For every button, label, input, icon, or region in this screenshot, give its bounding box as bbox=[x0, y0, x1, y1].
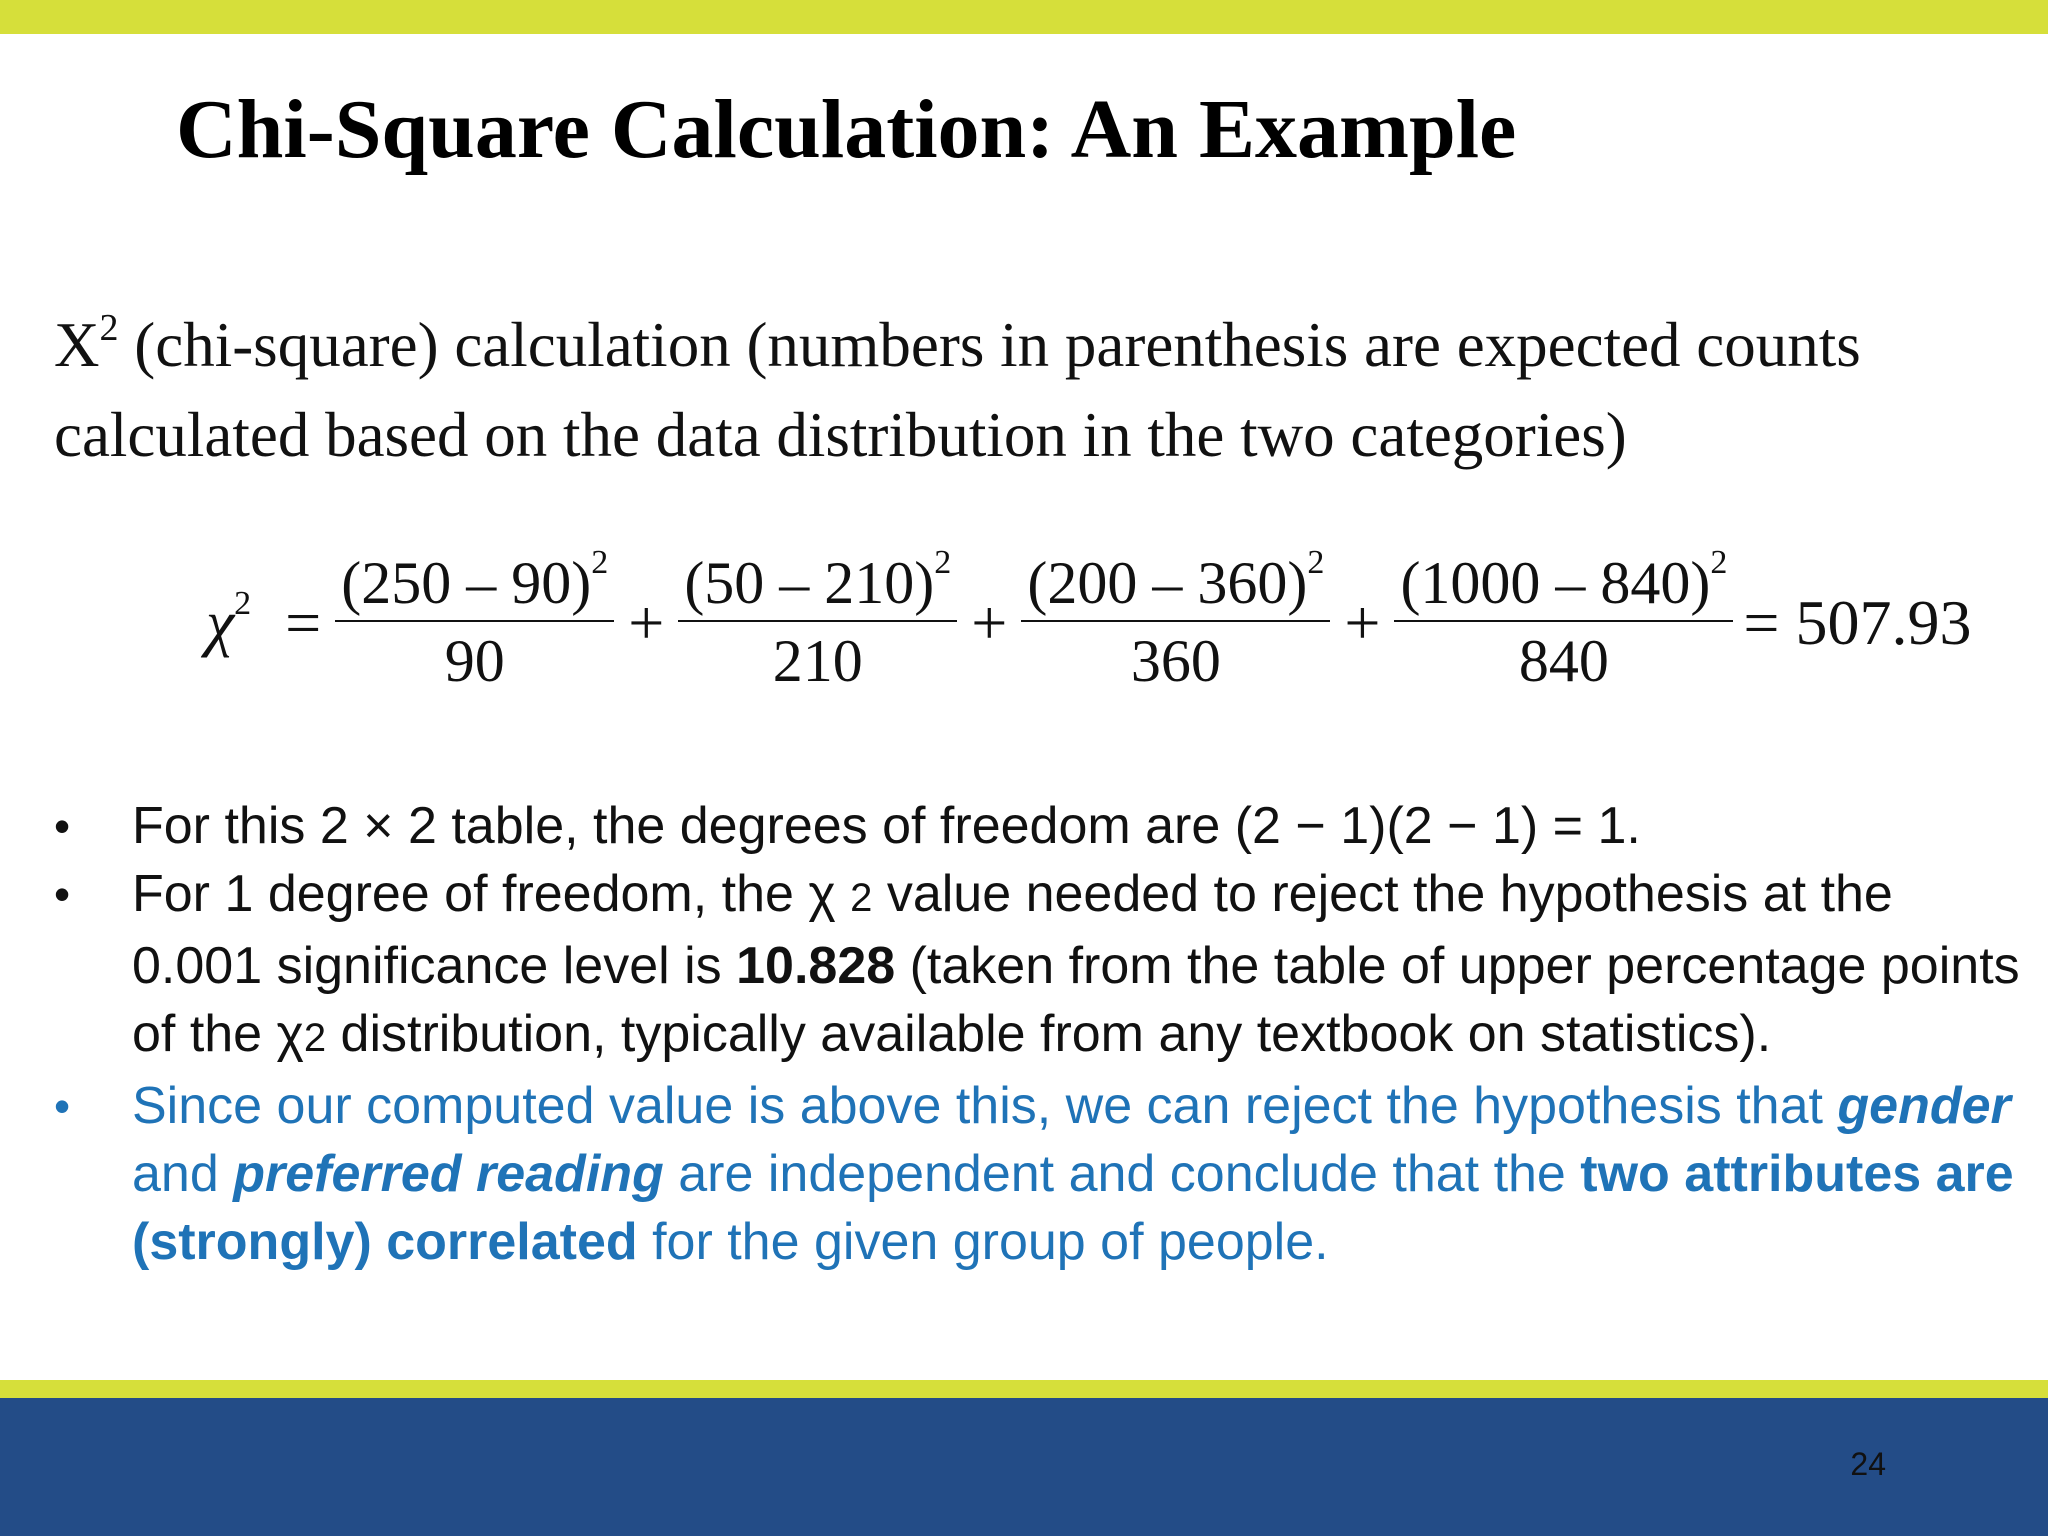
fraction-denominator: 210 bbox=[772, 628, 863, 694]
text-run: value needed to reject the hypothesis at the 0.001 significance level is bbox=[132, 865, 1893, 995]
footer-band bbox=[0, 1398, 2048, 1536]
intro-line2: calculated based on the data distribution in the two categories) bbox=[54, 400, 1627, 470]
chi-symbol: X bbox=[54, 310, 100, 380]
numerator-power: 2 bbox=[1307, 544, 1325, 581]
numerator-power: 2 bbox=[591, 544, 609, 581]
text-run: are independent and conclude that the bbox=[663, 1145, 1581, 1203]
equals-sign: = bbox=[285, 587, 322, 658]
emphasis-gender: gender bbox=[1837, 1077, 2011, 1135]
fraction-denominator: 90 bbox=[444, 628, 505, 694]
text-run: and bbox=[132, 1145, 234, 1203]
plus-sign: + bbox=[971, 587, 1008, 658]
slide-title: Chi-Square Calculation: An Example bbox=[176, 83, 1517, 176]
bullet-text bbox=[132, 860, 2034, 1072]
text-run: for the given group of people. bbox=[637, 1213, 1329, 1271]
numerator-power: 2 bbox=[934, 544, 952, 581]
top-accent-band bbox=[0, 0, 2048, 34]
chi-square-equation bbox=[206, 538, 1986, 708]
text-run-small: 2 bbox=[303, 1016, 327, 1060]
intro-paragraph bbox=[54, 300, 2034, 480]
fraction-numerator bbox=[335, 546, 614, 620]
page-number: 24 bbox=[1850, 1446, 1886, 1482]
fraction-numerator bbox=[1394, 546, 1733, 620]
critical-value-bold: 10.828 bbox=[736, 937, 896, 995]
text-run: (taken from the table of upper percentage points of the χ bbox=[132, 937, 2020, 1063]
bullet-degrees-of-freedom bbox=[54, 792, 2034, 860]
fraction-numerator bbox=[678, 546, 957, 620]
numerator-power: 2 bbox=[1710, 544, 1728, 581]
text-run: Since our computed value is above this, we can reject the hypothesis that bbox=[132, 1077, 1838, 1135]
bullet-marker: • bbox=[54, 1080, 71, 1132]
fraction-term-2 bbox=[678, 546, 957, 700]
equation-lhs bbox=[206, 586, 251, 660]
bullet-list bbox=[54, 792, 2034, 1276]
bottom-accent-strip bbox=[0, 1380, 2048, 1398]
text-run-small: 2 bbox=[850, 876, 873, 920]
bullet-text: For this 2 × 2 table, the degrees of freedom are (2 − 1)(2 − 1) = 1. bbox=[132, 797, 1641, 855]
numerator-text: (50 – 210) bbox=[684, 550, 935, 616]
fraction-denominator: 360 bbox=[1130, 628, 1221, 694]
intro-line1: (chi-square) calculation (numbers in parenthesis are expected counts bbox=[118, 310, 1861, 380]
bullet-marker: • bbox=[54, 868, 71, 920]
bullet-critical-value bbox=[54, 860, 2034, 1072]
text-run: distribution, typically available from any textbook on statistics). bbox=[326, 1005, 1772, 1063]
chi-superscript: 2 bbox=[99, 307, 119, 349]
bullet-conclusion bbox=[54, 1072, 2034, 1276]
fraction-term-4 bbox=[1394, 546, 1733, 700]
emphasis-preferred-reading: preferred reading bbox=[233, 1145, 664, 1203]
numerator-text: (200 – 360) bbox=[1027, 550, 1308, 616]
fraction-term-1 bbox=[335, 546, 614, 700]
text-run: For 1 degree of freedom, the χ bbox=[132, 865, 851, 923]
numerator-text: (250 – 90) bbox=[341, 550, 592, 616]
lhs-power: 2 bbox=[234, 585, 252, 622]
plus-sign: + bbox=[1344, 587, 1381, 658]
bullet-marker: • bbox=[54, 800, 71, 852]
bullet-text bbox=[132, 1072, 2034, 1276]
fraction-numerator bbox=[1021, 546, 1330, 620]
fraction-denominator: 840 bbox=[1518, 628, 1609, 694]
lhs-symbol: χ bbox=[206, 587, 235, 658]
fraction-term-3 bbox=[1021, 546, 1330, 700]
numerator-text: (1000 – 840) bbox=[1400, 550, 1711, 616]
emphasis-correlated: two attributes are (strongly) correlated bbox=[132, 1145, 2014, 1271]
plus-sign: + bbox=[628, 587, 665, 658]
equation-result: = 507.93 bbox=[1743, 587, 1972, 658]
